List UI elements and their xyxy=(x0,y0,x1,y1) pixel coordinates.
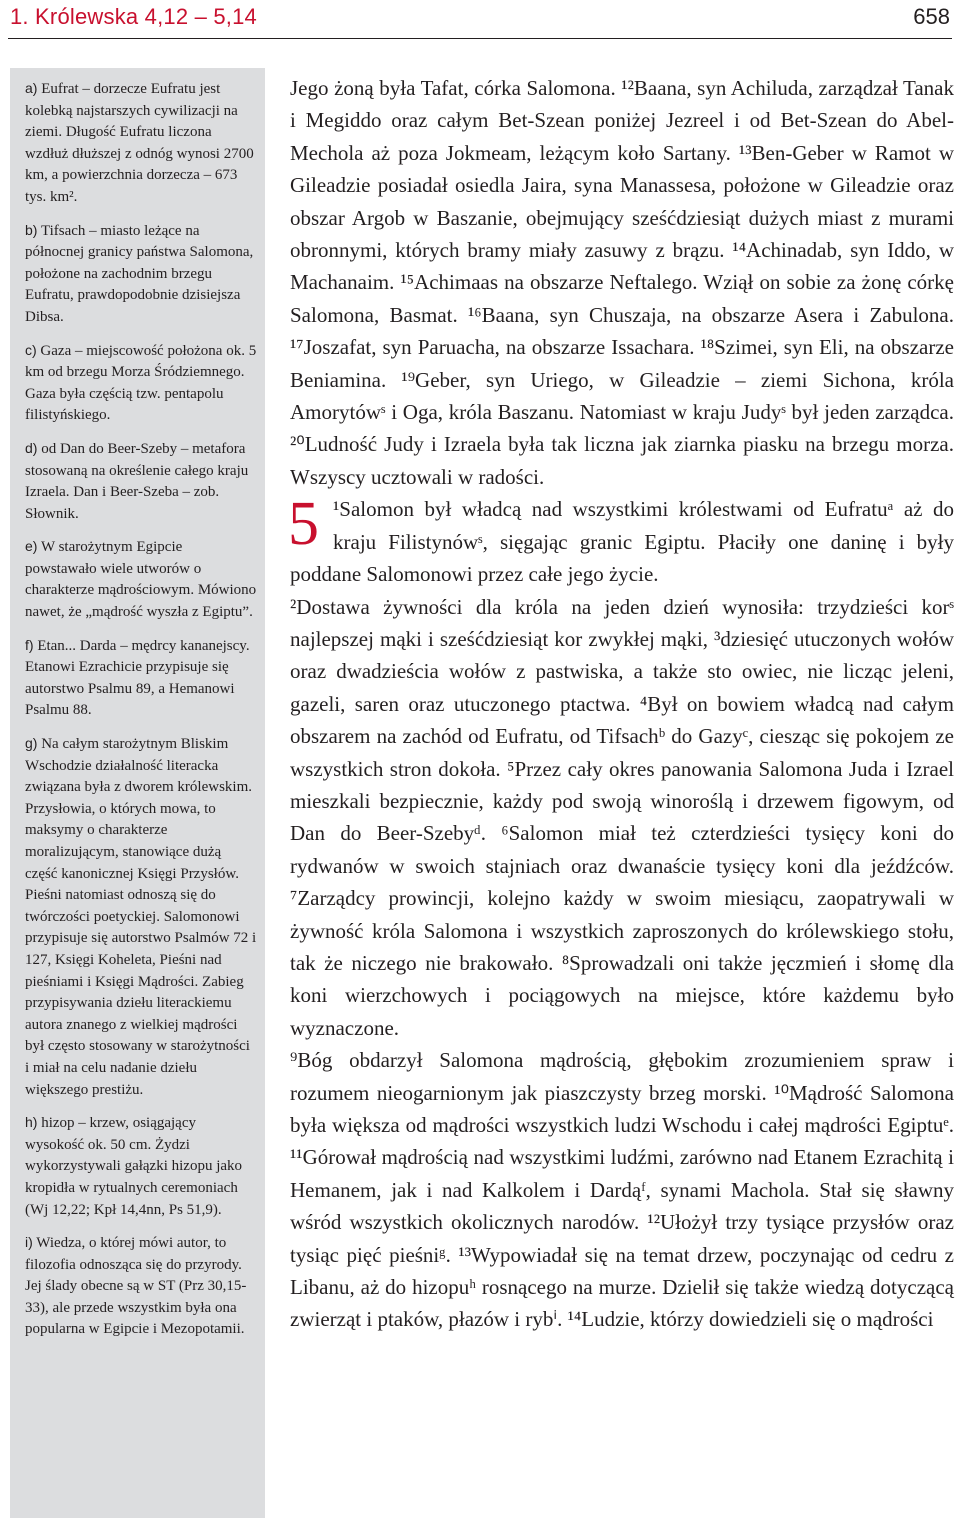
main-text-column xyxy=(290,72,954,1336)
page-number: 658 xyxy=(913,4,950,29)
footnote-d: d) od Dan do Beer-Szeby – metafora stosowaną na określenie całego kraju Izraela. Dan i Beer-Szeba – zob. Słownik. xyxy=(25,439,249,522)
verse-paragraph-5-9-14: ⁹Bóg obdarzył Salomona mądrością, głębokim zrozumieniem spraw i rozumem nieogarnionym jak piaszczysty brzeg morski. ¹⁰Mądrość Salomona była większa od mądrości wszystkich ludzi Wschodu i całej mądrości Egiptuᵉ. ¹¹Górował mądrością nad wszystkimi ludźmi, zarówno nad Etanem Ezrachitą i Hemanem, jak i nad Kalkolem i Dardąᶠ, synami Machola. Stał się sławny wśród wszystkich okolicznych narodów. ¹²Ułożył trzy tysiące przysłów oraz tysiąc pięć pieśniᵍ. ¹³Wypowiadał się na temat drzew, poczynając od cedru z Libanu, aż do hizopuʰ rosnącego na murze. Dzielił się także wiedzą dotyczącą zwierząt i ptaków, płazów i rybⁱ. ¹⁴Ludzie, którzy dowiedzieli się o mądrości xyxy=(290,1048,954,1332)
footnote-a: a) Eufrat – dorzecze Eufratu jest kolebką najstarszych cywilizacji na ziemi. Długość Eufratu liczona wzdłuż dłuższej z odnóg wynosi 2700 km, a powierzchnia dorzecza – 673 tys. km². xyxy=(25,80,254,205)
footnote-g: g) Na całym starożytnym Bliskim Wschodzie działalność literacka związana była z dworem królewskim. Przysłowia, o których mowa, to maksymy o charakterze moralizującym, stanowiące dużą część kanonicznej Księgi Przysłów. Pieśni natomiast odnoszą się do twórczości poetyckiej. Salomonowi przypisuje się autorstwo Psalmów 72 i 127, Księgi Koheleta, Pieśni nad pieśniami i Księgi Mądrości. Zabieg przypisywania dziełu literackiemu autora znanego z wielkiej mądrości był często stosowany w starożytności i miał na celu nadanie dziełu większego prestiżu. xyxy=(25,735,257,1098)
verse-paragraph-4-12-20: Jego żoną była Tafat, córka Salomona. ¹²Baana, syn Achiluda, zarządzał Tanak i Megiddo oraz całym Bet-Szean poniżej Jezreel i od Bet-Szean do Abel-Mechola aż poza Jokmeam, leżącym koło Sartany. ¹³Ben-Geber w Ramot w Gileadzie posiadał osiedla Jaira, syna Manassesa, położone w Gileadzie oraz obszar Argob w Baszanie, obejmujący sześćdziesiąt dużych miast z murami obronnymi, których bramy miały zasuwy z brązu. ¹⁴Achinadab, syn Iddo, w Machanaim. ¹⁵Achimaas na obszarze Neftalego. Wziął on sobie za żonę córkę Salomona, Basmat. ¹⁶Baana, syn Chuszaja, na obszarze Asera i Zabulona. ¹⁷Joszafat, syn Paruacha, na obszarze Issachara. ¹⁸Szimei, syn Eli, na obszarze Beniamina. ¹⁹Geber, syn Uriego, w Gileadzie – ziemi Sichona, króla Amorytówˢ i Oga, króla Baszanu. Natomiast w kraju Judyˢ był jeden zarządca. ²⁰Ludność Judy i Izraela była tak liczna jak ziarnka piasku na brzegu morza. Wszyscy ucztowali w radości. xyxy=(290,76,954,489)
footnotes-list xyxy=(25,78,257,1352)
footnote-b: b) Tifsach – miasto leżące na północnej granicy państwa Salomona, położone na zachodnim brzegu Eufratu, prawdopodobnie dzisiejsza Dibsa. xyxy=(25,221,254,325)
footnote-f: f) Etan... Darda – mędrcy kananejscy. Etanowi Ezrachicie przypisuje się autorstwo Psalmu 89, a Hemanowi Psalmu 88. xyxy=(25,636,250,719)
footnote-c: c) Gaza – miejscowość położona ok. 5 km od brzegu Morza Śródziemnego. Gaza była częścią tzw. pentapolu filistyńskiego. xyxy=(25,341,257,424)
footnote-i: i) Wiedza, o której mówi autor, to filozofia odnosząca się do przyrody. Jej ślady obecne są w ST (Prz 30,15-33), ale przede wszystkim była ona popularna w Egipcie i Mezopotamii. xyxy=(25,1234,247,1338)
header-divider xyxy=(8,38,952,39)
chapter-number: 5 xyxy=(288,490,319,559)
footnote-e: e) W starożytnym Egipcie powstawało wiele utworów o charakterze mądrościowym. Mówiono nawet, że „mądrość wyszła z Egiptu”. xyxy=(25,538,257,621)
verse-text-5-1: ¹Salomon był władcą nad wszystkimi królestwami od Eufratuᵃ aż do kraju Filistynówˢ, sięgając granic Egiptu. Płaciły one daninę i były poddane Salomonowi przez całe jego życie. xyxy=(290,497,954,587)
verse-paragraph-5-2-8: ²Dostawa żywności dla króla na jeden dzień wynosiła: trzydzieści korˢ najlepszej mąki i sześćdziesiąt kor zwykłej mąki, ³dziesięć utuczonych wołów oraz dwadzieścia wołów z pastwiska, a także sto owiec, nie licząc jeleni, gazeli, saren oraz utuczonego ptactwa. ⁴Był on bowiem władcą nad całym obszarem na zachód od Eufratu, od Tifsachᵇ do Gazyᶜ, ciesząc się pokojem ze wszystkich stron dokoła. ⁵Przez cały okres panowania Salomona Juda i Izrael mieszkali bezpiecznie, każdy pod swoją winoroślą i drzewem figowym, od Dan do Beer-Szebyᵈ. ⁶Salomon miał też czterdzieści tysięcy koni do rydwanów w swoich stajniach oraz dwanaście tysięcy koni dla jeźdźców. ⁷Zarządcy prowincji, kolejno każdy w swoim miesiącu, zaopatrywali w żywność króla Salomona i wszystkich zaproszonych do królewskiego stołu, tak że niczego nie brakowało. ⁸Sprowadzali oni także jęczmień i słomę dla koni wierzchowych i pociągowych na miejsce, które każdemu było wyznaczone. xyxy=(290,594,954,1040)
footnotes-sidebar xyxy=(10,68,265,1518)
running-header-title: 1. Królewska 4,12 – 5,14 xyxy=(10,4,257,29)
verse-paragraph-5-1 xyxy=(288,490,954,590)
footnote-h: h) hizop – krzew, osiągający wysokość ok. 50 cm. Żydzi wykorzystywali gałązki hizopu jako kropidła w rytualnych ceremoniach (Wj 12,22; Kpł 14,4nn, Ps 51,9). xyxy=(25,1114,243,1218)
